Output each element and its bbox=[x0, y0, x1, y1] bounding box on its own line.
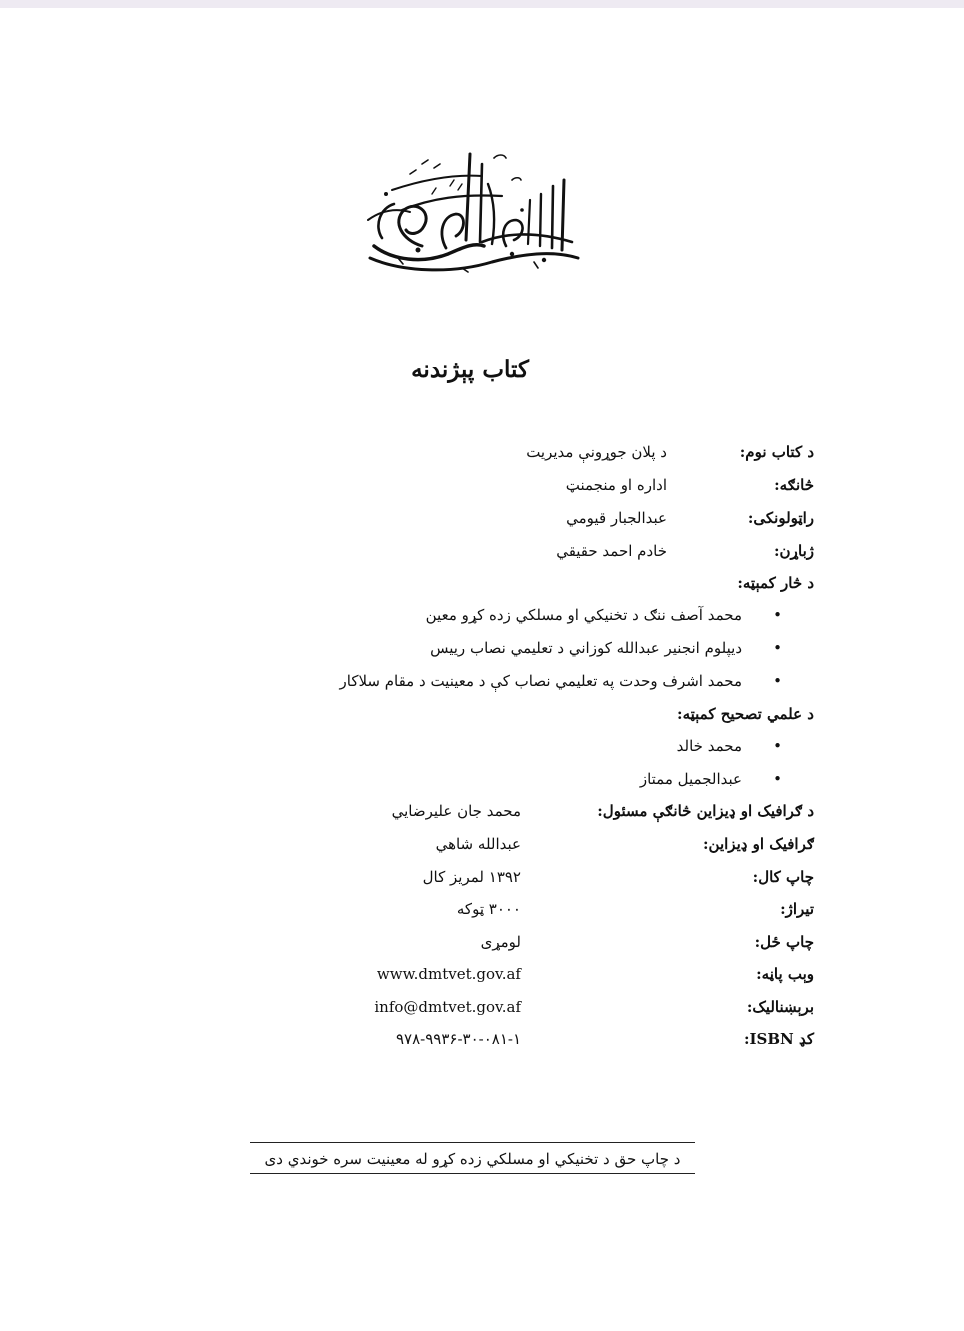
review-member: محمد اشرف وحدت په تعلیمي نصاب کې د معینیت د مقام سلاکار bbox=[339, 672, 742, 690]
department-label: څانګه: bbox=[774, 476, 814, 494]
review-member: دیپلوم انجنیر عبدالله کوزاني د تعلیمي نصاب رییس bbox=[430, 639, 742, 657]
review-committee-label: د څار کمېټه: bbox=[737, 574, 814, 592]
compiler-value: عبدالجبار قیومي bbox=[566, 509, 667, 527]
footnote-top-rule bbox=[250, 1142, 695, 1143]
website-link[interactable]: www.dmtvet.gov.af bbox=[376, 965, 521, 983]
copyright-note: د چاپ حق د تخنیکي او مسلکي زده کړو له معینیت سره خوندي دی bbox=[264, 1150, 681, 1168]
footnote-bottom-rule bbox=[250, 1173, 695, 1174]
scientific-member: محمد خالد bbox=[676, 737, 742, 755]
print-year-value: ۱۳۹۲ لمریز کال bbox=[422, 868, 521, 886]
edition-value: لومړی bbox=[480, 933, 521, 951]
translator-value: خادم احمد حقیقي bbox=[556, 542, 667, 560]
scientific-committee-label: د علمي تصحیح کمېټه: bbox=[677, 705, 814, 723]
compiler-label: راټولونکی: bbox=[747, 509, 814, 527]
scientific-member-bullet: • bbox=[773, 770, 782, 788]
circulation-label: تیراژ: bbox=[780, 900, 814, 918]
translator-label: ژباړن: bbox=[773, 542, 814, 560]
print-year-label: چاپ کال: bbox=[752, 868, 814, 886]
email-label: برېښنالیک: bbox=[746, 998, 814, 1016]
basmala-calligraphy-logo bbox=[362, 150, 586, 280]
top-strip bbox=[0, 0, 964, 8]
isbn-label: کډ ISBN: bbox=[743, 1030, 814, 1048]
design-label: ګرافیک او ډیزاین: bbox=[703, 835, 814, 853]
circulation-value: ۳۰۰۰ ټوکه bbox=[456, 900, 521, 918]
design-head-label: د ګرافیک او ډیزاین څانګې مسئول: bbox=[597, 802, 814, 820]
review-member: محمد آصف ننګ د تخنیکي او مسلکي زده کړو معین bbox=[425, 606, 742, 624]
website-label: وېب پاڼه: bbox=[756, 965, 814, 983]
review-member-bullet: • bbox=[773, 672, 782, 690]
isbn-value: ۹۷۸-۹۹۳۶-۳۰-۰۸۱-۱ bbox=[395, 1030, 521, 1048]
design-value: عبدالله شاهي bbox=[435, 835, 521, 853]
edition-label: چاپ ځل: bbox=[754, 933, 814, 951]
department-value: اداره او منجمنټ bbox=[565, 476, 667, 494]
scientific-member-bullet: • bbox=[773, 737, 782, 755]
review-member-bullet: • bbox=[773, 639, 782, 657]
email-link[interactable]: info@dmtvet.gov.af bbox=[374, 998, 521, 1016]
book-name-label: د کتاب نوم: bbox=[739, 443, 814, 461]
scientific-member: عبدالجمیل ممتاز bbox=[639, 770, 742, 788]
design-head-value: محمد جان علیرضایي bbox=[391, 802, 521, 820]
book-name-value: د پلان جوړونې مدیریت bbox=[526, 443, 667, 461]
review-member-bullet: • bbox=[773, 606, 782, 624]
page-title: کتاب پېژندنه bbox=[411, 356, 529, 383]
